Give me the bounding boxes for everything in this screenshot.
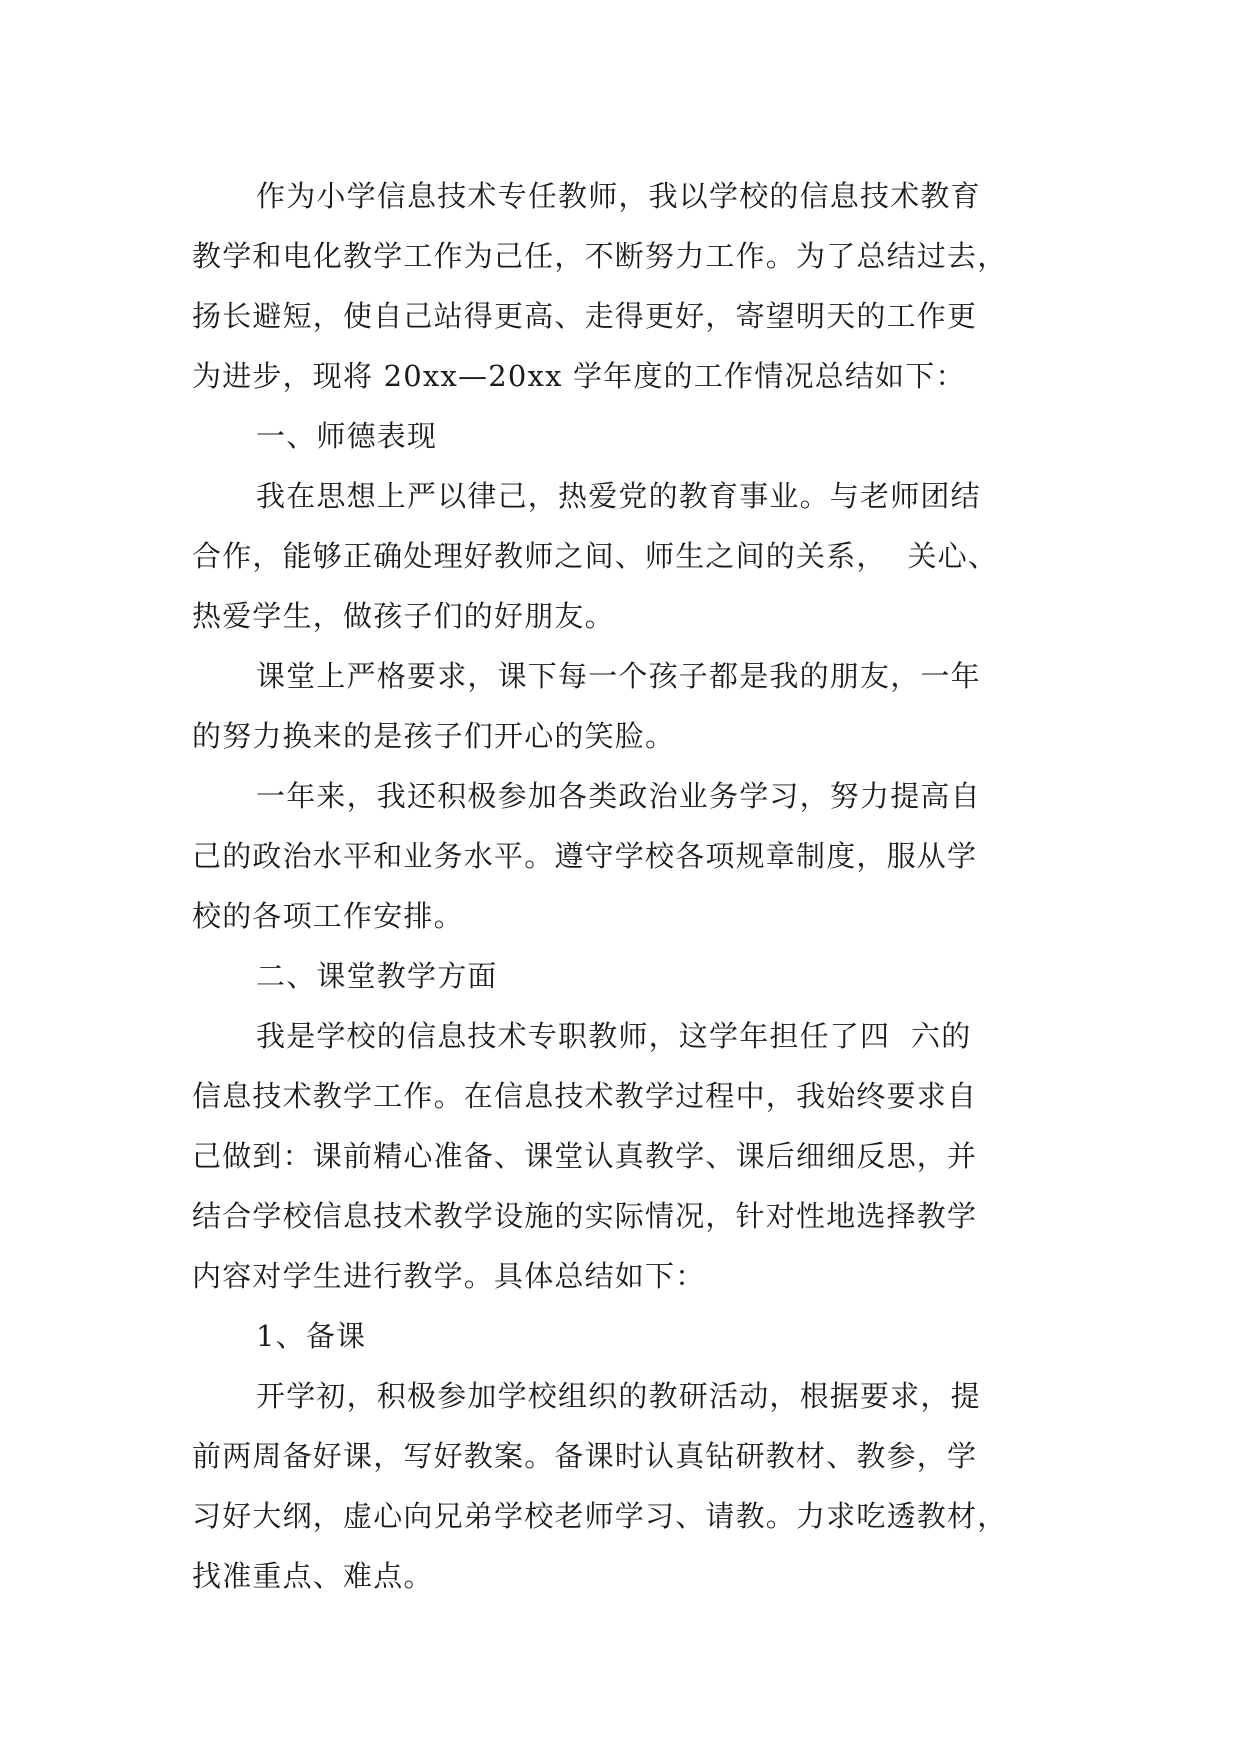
paragraph-line: 一年来，我还积极参加各类政治业务学习，努力提高自 xyxy=(256,779,981,813)
paragraph-line: 教学和电化教学工作为己任，不断努力工作。为了总结过去， xyxy=(192,239,1008,273)
paragraph-line: 热爱学生，做孩子们的好朋友。 xyxy=(192,599,615,633)
paragraph-line: 开学初，积极参加学校组织的教研活动，根据要求，提 xyxy=(256,1379,981,1413)
paragraph-line: 习好大纲，虚心向兄弟学校老师学习、请教。力求吃透教材， xyxy=(192,1499,1008,1533)
paragraph-line: 我在思想上严以律己，热爱党的教育事业。与老师团结 xyxy=(256,479,981,513)
paragraph-line: 为进步，现将 20xx—20xx 学年度的工作情况总结如下： xyxy=(192,359,966,393)
paragraph-line: 校的各项工作安排。 xyxy=(192,899,464,933)
paragraph-line: 内容对学生进行教学。具体总结如下： xyxy=(192,1259,706,1293)
paragraph-line: 的努力换来的是孩子们开心的笑脸。 xyxy=(192,719,676,753)
paragraph-line: 作为小学信息技术专任教师，我以学校的信息技术教育 xyxy=(256,179,981,213)
paragraph-line: 找准重点、难点。 xyxy=(192,1559,434,1593)
paragraph-line: 扬长避短，使自己站得更高、走得更好，寄望明天的工作更 xyxy=(192,299,978,333)
paragraph-line: 我是学校的信息技术专职教师，这学年担任了四 六的 xyxy=(256,1019,972,1053)
paragraph-line: 前两周备好课，写好教案。备课时认真钻研教材、教参，学 xyxy=(192,1439,978,1473)
paragraph-line: 信息技术教学工作。在信息技术教学过程中，我始终要求自 xyxy=(192,1079,978,1113)
paragraph-line: 己做到：课前精心准备、课堂认真教学、课后细细反思，并 xyxy=(192,1139,978,1173)
subsection-heading: 1、备课 xyxy=(256,1319,367,1353)
section-heading: 二、课堂教学方面 xyxy=(256,959,498,993)
paragraph-line: 结合学校信息技术教学设施的实际情况，针对性地选择教学 xyxy=(192,1199,978,1233)
paragraph-line: 己的政治水平和业务水平。遵守学校各项规章制度，服从学 xyxy=(192,839,978,873)
document-page xyxy=(192,166,1060,1606)
section-heading: 一、师德表现 xyxy=(256,419,438,453)
paragraph-line: 课堂上严格要求，课下每一个孩子都是我的朋友，一年 xyxy=(256,659,981,693)
paragraph-line: 合作，能够正确处理好教师之间、师生之间的关系， 关心、 xyxy=(192,539,999,573)
